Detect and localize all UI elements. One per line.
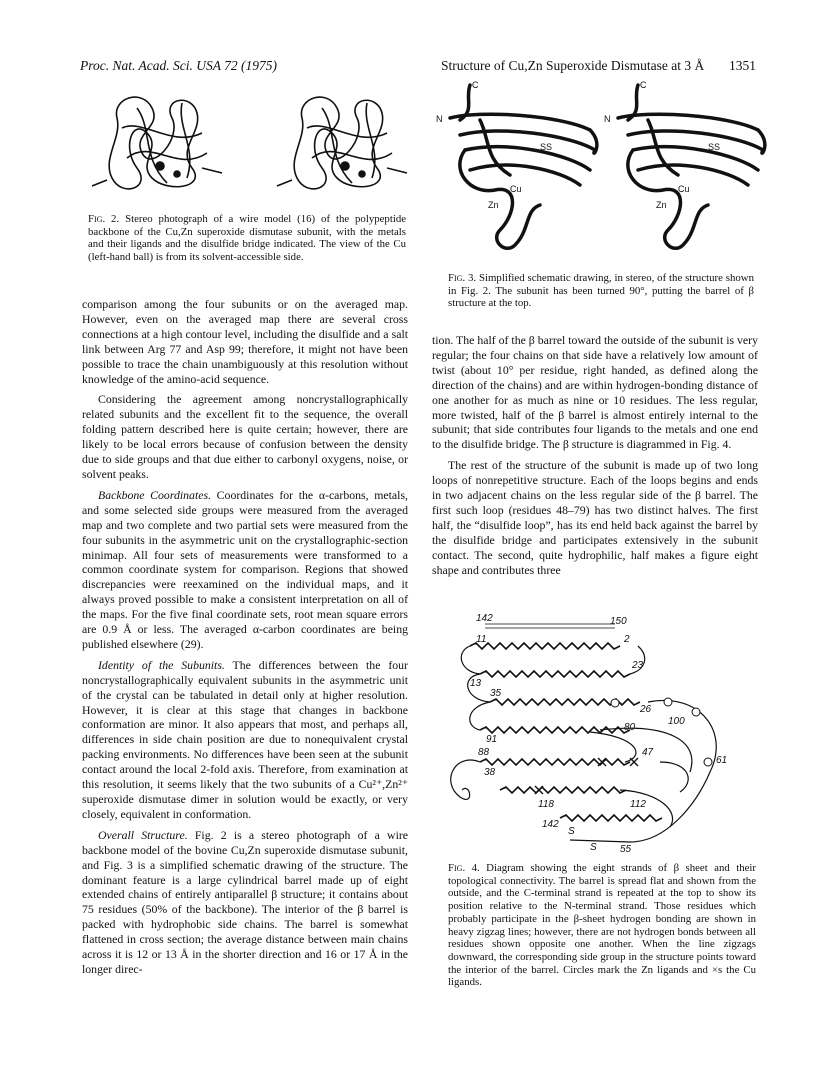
backbone-coordinates-text: Coordinates for the α-carbons, metals, and some selected side groups were measured from the averaged map and two complete and two partial sets were measured from the four subunits in the asymmetric unit on the crystallographic-section minimap. All four sets of measurements were transformed to a common coordinate system for comparison. Regions that showed discrepancies were reexamined on the individual maps, and it always proved possible to make a consistent interpretation on all of the maps. For the five final coordinate sets, root mean square errors are 0.9 Å or less. The averaged α-carbon coordinates are being published elsewhere (29). [82, 487, 408, 651]
fig4-residue-150: 150 [610, 616, 627, 627]
fig4-residue-88: 88 [478, 747, 490, 758]
fig4-residue-91: 91 [486, 734, 498, 745]
fig4-residue-38: 38 [484, 767, 496, 778]
fig4-residue-118: 118 [538, 799, 554, 810]
fig4-residue-55: 55 [620, 844, 632, 855]
identity-subunits-text: The differences between the four noncrystallographically equivalent subunits in the asymmetric unit of the crystal can be tabulated in detail only at higher resolution. However, it is clear at this stage that changes in backbone conformation are minor. It also appears that most, and perhaps all, differences in side chain position are due to nonequivalent crystal packing environments. No differences have been seen at the subunit contact around the local 2-fold axis. Therefore, from examination at this resolution, it seems likely that the two subunits of a Cu²⁺,Zn²⁺ superoxide dismutase dimer in solution would be exactly, or very closely, equivalent in conformation. [82, 657, 408, 821]
journal-citation: Proc. Nat. Acad. Sci. USA 72 (1975) [80, 58, 277, 73]
fig4-label: Fig. 4. [448, 862, 480, 874]
fig3-left-view [450, 85, 597, 248]
fig2-caption [88, 213, 406, 264]
right-paragraph-1: tion. The half of the β barrel toward the outside of the subunit is very regular; the four chains on that side have a relatively low amount of twist (about 10° per residue, right handed, as defined along the direction of the chains) and are within hydrogen-bonding distance of one another for as much as nine or 10 residues. The less regular, more twisted, half of the β barrel is almost entirely internal to the subunit; that side contributes four ligands to the metals and one end to the disulfide bridge. The β structure is diagrammed in Fig. 4. [432, 333, 758, 452]
fig3-label-cu-right: Cu [678, 184, 690, 194]
fig3-label-c-left: C [472, 80, 479, 90]
fig3-label-zn-left: Zn [488, 200, 499, 210]
fig3-label-cu-left: Cu [510, 184, 522, 194]
fig3-right-view [618, 85, 765, 248]
page-number: 1351 [729, 58, 756, 73]
fig4-residue-142-top: 142 [476, 613, 493, 624]
fig3-label-zn-right: Zn [656, 200, 667, 210]
fig2-label: Fig. 2. [88, 213, 120, 225]
fig3-label-ss-left: SS [540, 142, 553, 152]
fig4-sulfur-1: S [568, 826, 575, 837]
left-paragraph-4 [82, 658, 408, 822]
fig4-residue-2: 2 [624, 634, 630, 645]
fig4-sulfur-2: S [590, 842, 597, 853]
fig2-caption-text: Stereo photograph of a wire model (16) of the polypeptide backbone of the Cu,Zn superoxide dismutase subunit, with the metals and their ligands and the disulfide bridge indicated. The view of the Cu (left-hand ball) is from its solvent-accessible side. [88, 213, 407, 264]
left-column [82, 297, 408, 983]
fig3-schematic-stereo [436, 80, 780, 260]
fig4-caption-text: Diagram showing the eight strands of β sheet and their topological connectivity. The barrel is spread flat and shown from the outside, and the C-terminal strand is repeated at the top to show its position relative to the N-terminal strand. Those residues which probably participate in the β-sheet hydrogen bonding are shown in heavy zigzag lines; however, there are not hydrogen bonds between all residues shown opposite one another. When the line zigzags downward, the corresponding side group in the structure points toward the interior of the barrel. Circles mark the Zn ligands and ×s the Cu ligands. [448, 862, 756, 989]
fig4-caption [448, 862, 756, 989]
fig4-residue-100: 100 [668, 716, 685, 727]
right-paragraph-2: The rest of the structure of the subunit is made up of two long loops of nonrepetitive structure. Each of the loops begins and ends in two adjacent chains on the less regular side of the β barrel. The first such loop (residues 48–79) has two distinct halves. The first half, the “disulfide loop”, has its end held back against the barrel by the disulfide bridge and participates extensively in the subunit contact. The second, quite hydrophilic, half makes a figure eight shape and contributes three [432, 458, 758, 577]
left-paragraph-1: comparison among the four subunits or on the averaged map. However, even on the averaged map there are several cross connections at a high contour level, including the disulfide and a salt link between Arg 77 and Asp 99; therefore, it might not have been possible to trace the chain unambiguously at this resolution without knowledge of the amino-acid sequence. [82, 297, 408, 386]
fig4-residue-142-bottom: 142 [542, 819, 559, 830]
left-paragraph-2: Considering the agreement among noncrystallographically related subunits and the excellent fit to the sequence, the overall folding pattern described here is quite certain; however, there are likely to be local errors because of confusion between the density due to side groups and that due either to carbonyl oxygens, noise, or solvent peaks. [82, 392, 408, 481]
fig4-strand-142-150 [485, 624, 615, 628]
fig3-label-n-left: N [436, 114, 443, 124]
fig3-label: Fig. 3. [448, 272, 477, 284]
running-title [441, 58, 756, 74]
fig4-residue-112: 112 [630, 799, 646, 810]
fig4-residue-26: 26 [640, 704, 652, 715]
fig4-residue-23: 23 [632, 660, 644, 671]
fig4-residue-47: 47 [642, 747, 654, 758]
fig4-residue-61: 61 [716, 755, 728, 766]
fig4-residue-13: 13 [470, 678, 482, 689]
fig3-label-ss-right: SS [708, 142, 721, 152]
overall-structure-heading: Overall Structure. [98, 827, 188, 842]
identity-subunits-heading: Identity of the Subunits. [98, 657, 225, 672]
fig2-right-view [277, 97, 407, 189]
fig4-residue-11: 11 [476, 634, 487, 645]
overall-structure-text: Fig. 2 is a stereo photograph of a wire backbone model of the bovine Cu,Zn superoxide dismutase subunit, and Fig. 3 is a simplified schematic drawing of the structure. The dominant feature is a large cylindrical barrel made up of eight extended chains of entirely antiparallel β structure; it contains about 75 residues (50% of the backbone). The interior of the β barrel is packed with hydrophobic side chains. The barrel is somewhat flattened in cross section; the average distance between main chains across it is 12 or 13 Å in the shorter direction and 16 or 17 Å in the longer direc- [82, 827, 409, 976]
fig3-caption [448, 272, 754, 310]
fig4-residue-80: 80 [624, 722, 636, 733]
fig3-label-n-right: N [604, 114, 611, 124]
fig3-label-c-right: C [640, 80, 647, 90]
left-paragraph-5 [82, 828, 408, 977]
right-column [432, 333, 758, 584]
fig2-stereo-wire-model [82, 78, 422, 208]
backbone-coordinates-heading: Backbone Coordinates. [98, 487, 212, 502]
article-title: Structure of Cu,Zn Superoxide Dismutase at 3 Å [441, 58, 705, 73]
fig3-caption-text: Simplified schematic drawing, in stereo, of the structure shown in Fig. 2. The subunit has been turned 90°, putting the barrel of β structure at the top. [448, 272, 754, 310]
fig2-left-view [92, 97, 222, 189]
fig4-residue-35: 35 [490, 688, 502, 699]
left-paragraph-3 [82, 488, 408, 652]
fig4-beta-sheet-diagram [440, 612, 740, 857]
